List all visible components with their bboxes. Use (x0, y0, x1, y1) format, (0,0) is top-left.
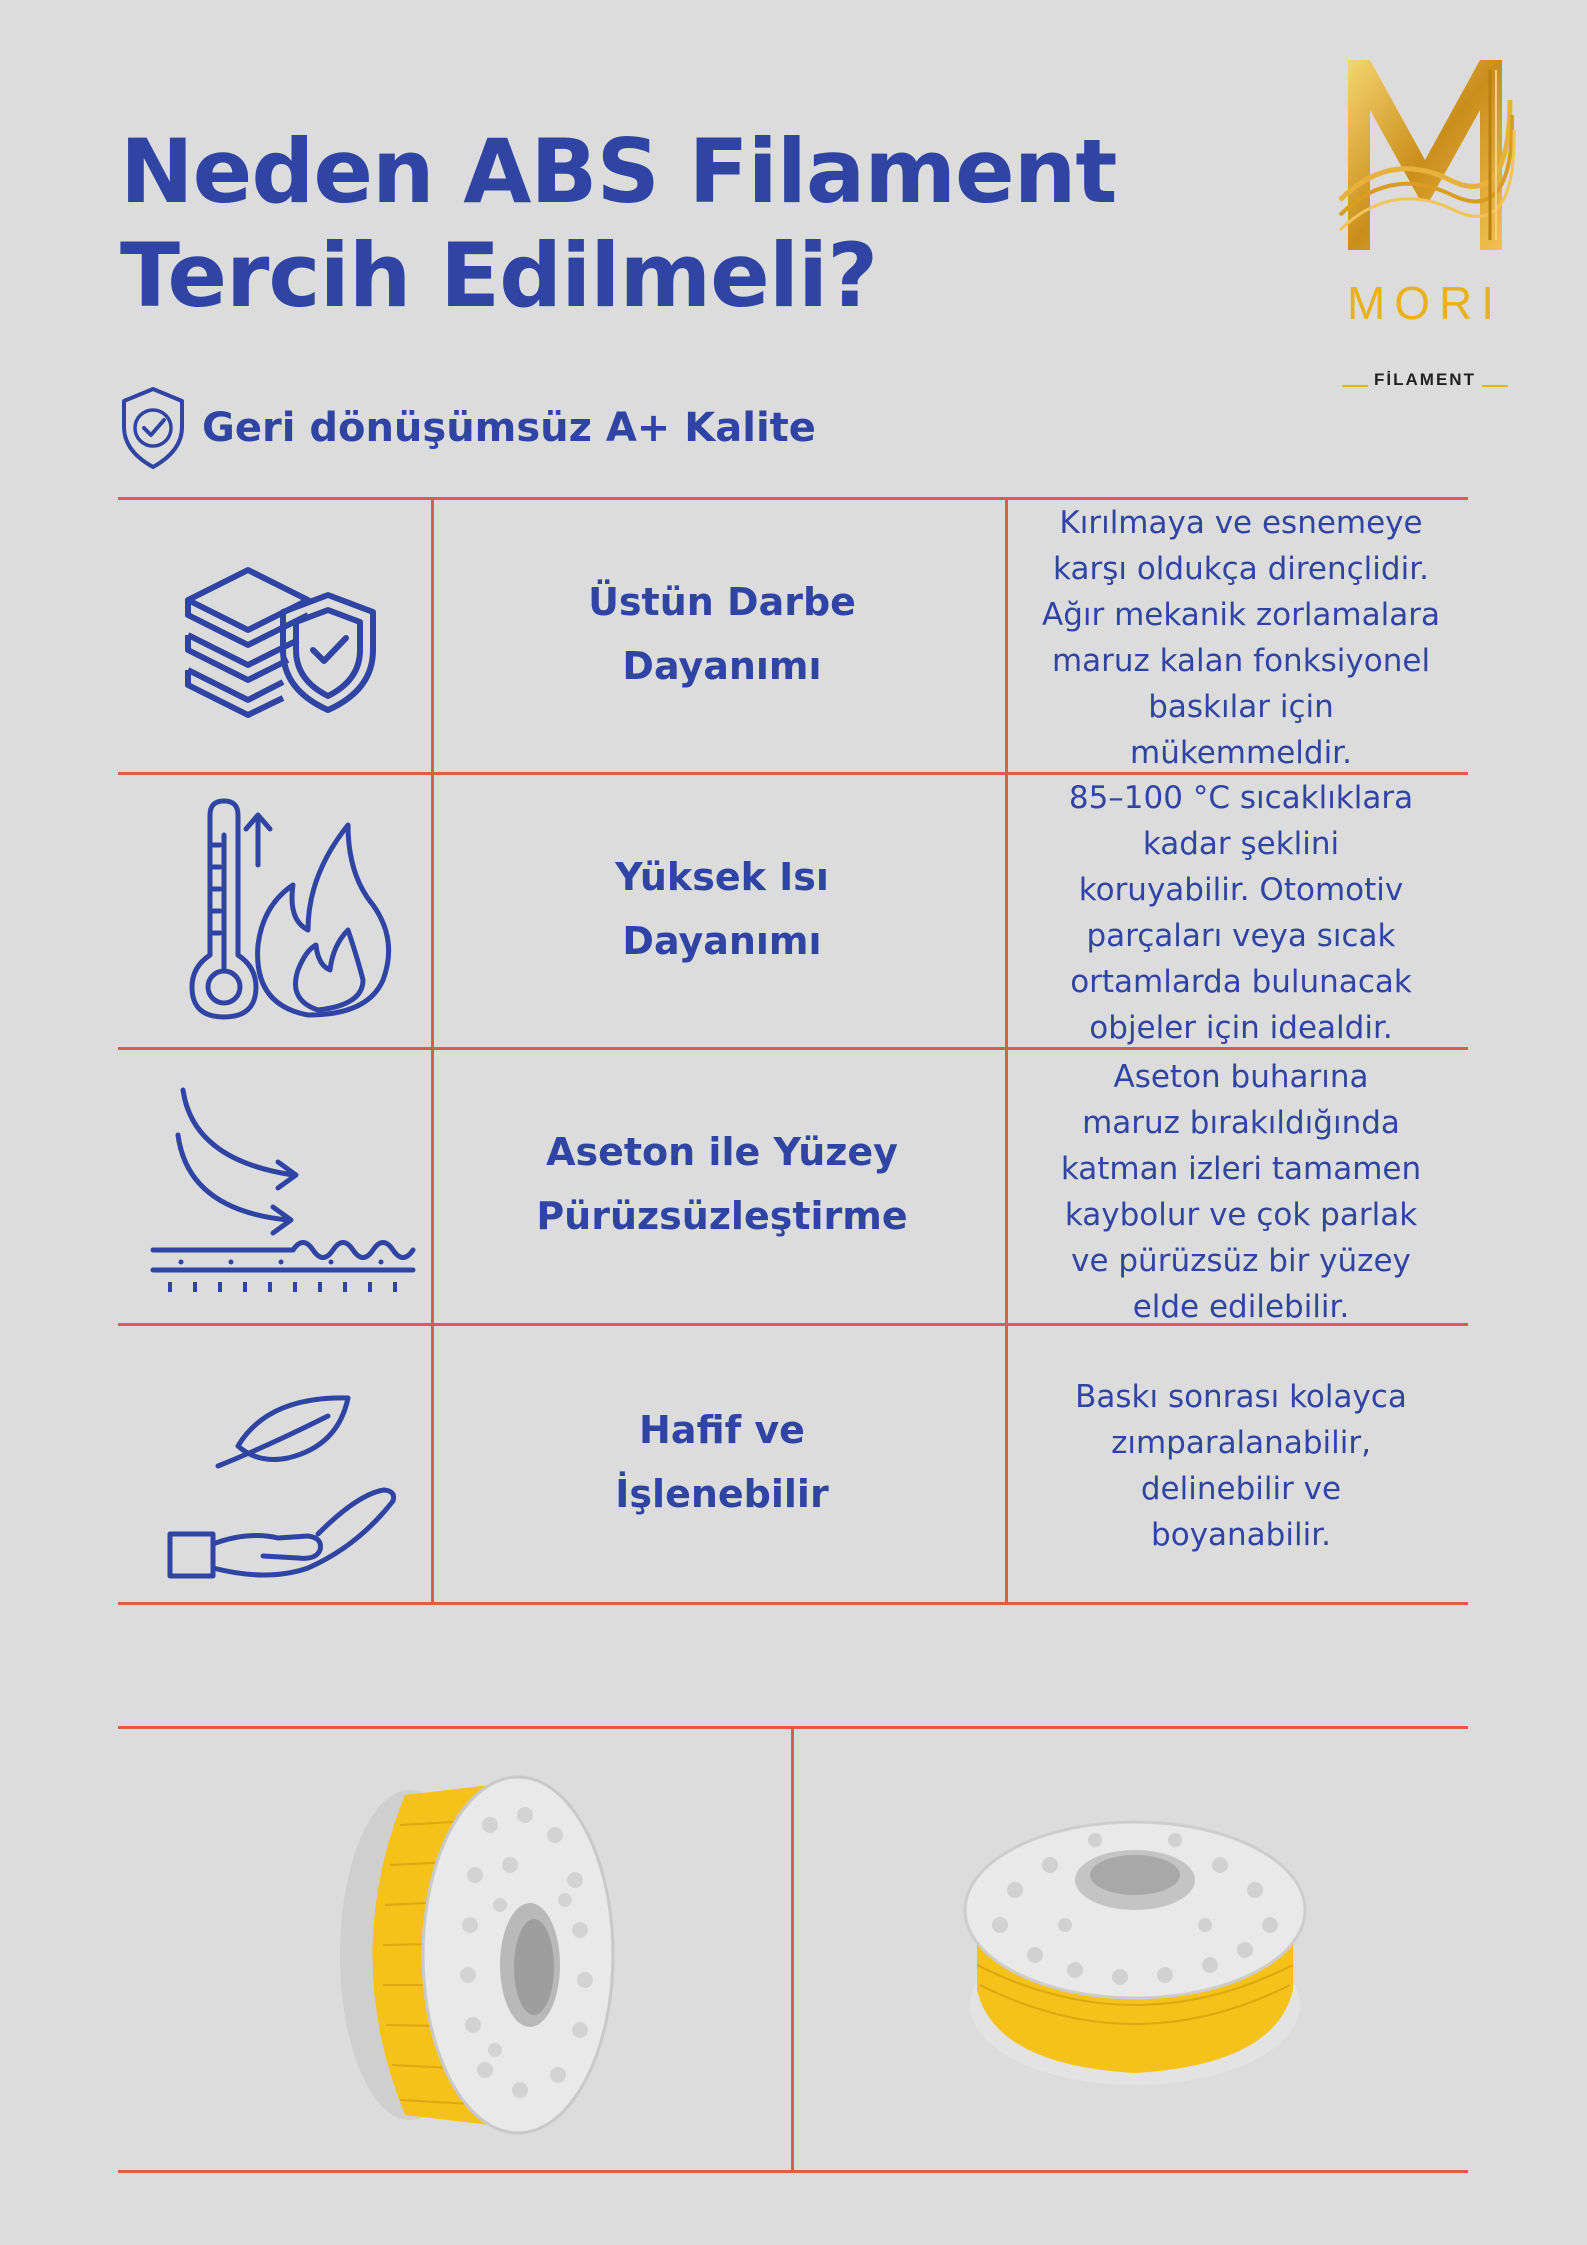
description-line: boyanabilir. (1151, 1517, 1331, 1553)
feature-name (436, 570, 1008, 698)
feature-name-line-1: Üstün Darbe (588, 580, 856, 624)
description-line: Ağır mekanik zorlamalara (1042, 597, 1440, 633)
description-line: Baskı sonrası kolayca (1075, 1379, 1407, 1415)
logo-subtitle: FİLAMENT (1374, 370, 1476, 389)
logo-brand-name: MORI (1346, 277, 1504, 329)
feature-name-line-2: Dayanımı (622, 919, 822, 963)
feature-name-line-1: Yüksek Isı (615, 855, 829, 899)
feature-row-impact (118, 500, 1468, 772)
feature-hand-icon (158, 1366, 398, 1606)
mori-logo (1330, 40, 1520, 389)
yellow-spool-top-image (955, 1805, 1315, 2095)
quality-label: Geri dönüşümsüz A+ Kalite (202, 405, 816, 451)
shield-layers-icon (158, 540, 398, 780)
description-line: mükemmeldir. (1130, 735, 1352, 771)
page-title-line-1: Neden ABS Filament (120, 120, 1117, 223)
feature-row-smoothing (118, 1050, 1468, 1323)
feature-name (436, 845, 1008, 973)
feature-name-line-2: İşlenebilir (615, 1472, 829, 1516)
page-title-line-2: Tercih Edilmeli? (120, 224, 878, 327)
feature-name-line-2: Pürüzsüzleştirme (536, 1194, 908, 1238)
feature-name (436, 1398, 1008, 1526)
description-line: kaybolur ve çok parlak (1064, 1197, 1418, 1233)
description-line: karşı oldukça dirençlidir. (1053, 551, 1429, 587)
description-line: ortamlarda bulunacak (1070, 964, 1412, 1000)
description-line: maruz kalan fonksiyonel (1051, 643, 1431, 679)
description-line: elde edilebilir. (1132, 1289, 1350, 1325)
feature-description (1014, 775, 1468, 1051)
yellow-spool-side-image (290, 1765, 630, 2145)
feature-row-lightweight (118, 1326, 1468, 1602)
feature-description (1014, 1374, 1468, 1558)
feature-description (1014, 1054, 1468, 1330)
feature-description (1014, 500, 1468, 776)
description-line: Kırılmaya ve esnemeye (1059, 505, 1423, 541)
feature-name-line-1: Aseton ile Yüzey (546, 1130, 898, 1174)
smoothing-arrows-icon (148, 1070, 418, 1310)
feature-name-line-1: Hafif ve (639, 1408, 805, 1452)
description-line: kadar şeklini (1142, 826, 1340, 862)
description-line: baskılar için (1148, 689, 1334, 725)
description-line: 85–100 °C sıcaklıklara (1068, 780, 1414, 816)
description-line: koruyabilir. Otomotiv (1078, 872, 1404, 908)
description-line: parçaları veya sıcak (1086, 918, 1396, 954)
product-section-divider (791, 1726, 794, 2173)
mori-m-logo-icon (1330, 40, 1520, 270)
thermometer-flame-icon (158, 795, 398, 1035)
logo-divider-right (1482, 385, 1508, 387)
shield-check-icon (118, 385, 188, 471)
description-line: delinebilir ve (1140, 1471, 1342, 1507)
description-line: objeler için idealdir. (1089, 1010, 1393, 1046)
quality-badge (118, 385, 816, 471)
description-line: maruz bırakıldığında (1082, 1105, 1400, 1141)
description-line: Aseton buharına (1113, 1059, 1369, 1095)
description-line: ve pürüzsüz bir yüzey (1071, 1243, 1411, 1279)
description-line: katman izleri tamamen (1060, 1151, 1422, 1187)
page-title (120, 120, 1116, 328)
feature-name-line-2: Dayanımı (622, 644, 822, 688)
feature-row-heat (118, 775, 1468, 1047)
feature-name (436, 1120, 1008, 1248)
description-line: zımparalanabilir, (1111, 1425, 1371, 1461)
